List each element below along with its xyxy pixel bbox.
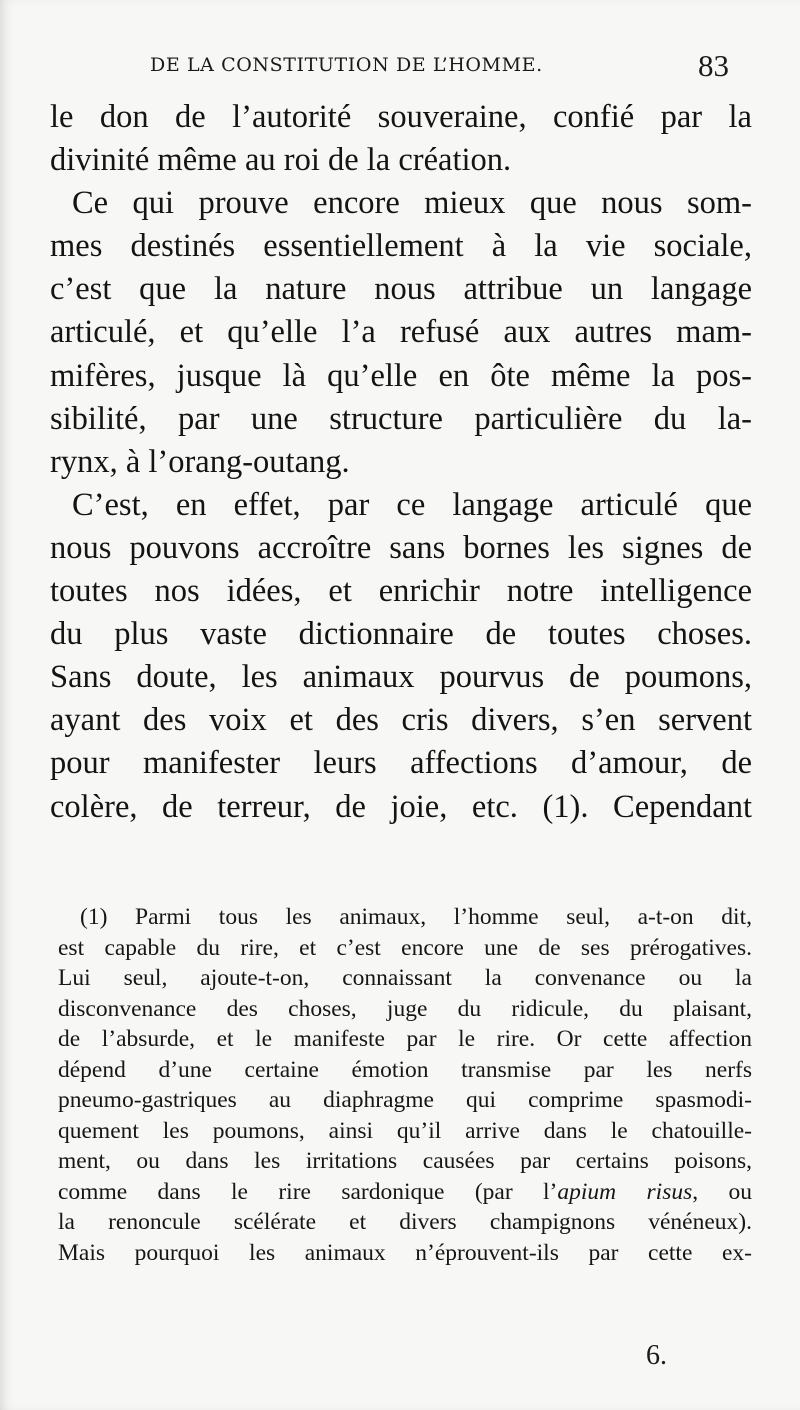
footnote-line: (1) Parmi tous les animaux, l’homme seul, a-t-on dit, [80, 904, 752, 930]
page-number: 83 [698, 48, 729, 83]
body-line: articulé, et qu’elle l’a refusé aux autres mam- [50, 314, 752, 351]
footnote-line: disconvenance des choses, juge du ridicule, du plaisant, [58, 995, 752, 1022]
signature-mark: 6. [646, 1340, 667, 1371]
body-line: rynx, à l’orang-outang. [50, 443, 350, 480]
body-line: divinité même au roi de la création. [50, 142, 512, 179]
footnote-line: quement les poumons, ainsi qu’il arrive dans le chatouille- [58, 1117, 752, 1144]
footnote-italic-term: apium risus [557, 1178, 693, 1205]
footnote-line: est capable du rire, et c’est encore une de ses prérogatives. [58, 934, 752, 961]
running-head [0, 48, 800, 88]
footnote-line: de l’absurde, et le manifeste par le rire. Or cette affection [58, 1026, 752, 1052]
body-line: du plus vaste dictionnaire de toutes choses. [50, 616, 752, 653]
footnote-text: comme dans le rire sardonique (par l’ [58, 1178, 558, 1205]
body-text [50, 96, 752, 829]
body-line: mifères, jusque là qu’elle en ôte même la pos- [50, 357, 752, 394]
body-line: nous pouvons accroître sans bornes les signes de [50, 529, 752, 566]
body-line: colère, de terreur, de joie, etc. (1). Cependant [50, 788, 752, 825]
body-line: ayant des voix et des cris divers, s’en servent [50, 702, 752, 739]
footnote-line: ment, ou dans les irritations causées par certains poisons, [58, 1148, 752, 1174]
body-line: le don de l’autorité souveraine, confié par la [50, 99, 752, 135]
footnote-text: , ou [692, 1178, 752, 1205]
body-line: c’est que la nature nous attribue un langage [50, 271, 752, 308]
footnote-line: Mais pourquoi les animaux n’éprouvent-ils par cette ex- [58, 1239, 752, 1266]
footnote-line: la renoncule scélérate et divers champignons vénéneux). [58, 1209, 752, 1235]
footnote-line-italic [58, 1177, 752, 1208]
body-line: toutes nos idées, et enrichir notre intelligence [50, 573, 752, 610]
body-line: Ce qui prouve encore mieux que nous som- [72, 185, 752, 222]
running-title: DE LA CONSTITUTION DE L’HOMME. [150, 54, 543, 76]
body-line: C’est, en effet, par ce langage articulé que [72, 486, 752, 523]
footnote-line: Lui seul, ajoute-t-on, connaissant la convenance ou la [58, 965, 752, 991]
body-line: pour manifester leurs affections d’amour, de [50, 745, 752, 782]
body-line: mes destinés essentiellement à la vie sociale, [50, 228, 752, 265]
body-line: sibilité, par une structure particulière du la- [50, 400, 752, 437]
footnote [58, 902, 752, 1268]
body-line: Sans doute, les animaux pourvus de poumons, [50, 659, 752, 696]
footnote-line: pneumo-gastriques au diaphragme qui comprime spasmodi- [58, 1087, 752, 1113]
footnote-line: dépend d’une certaine émotion transmise par les nerfs [58, 1056, 752, 1083]
